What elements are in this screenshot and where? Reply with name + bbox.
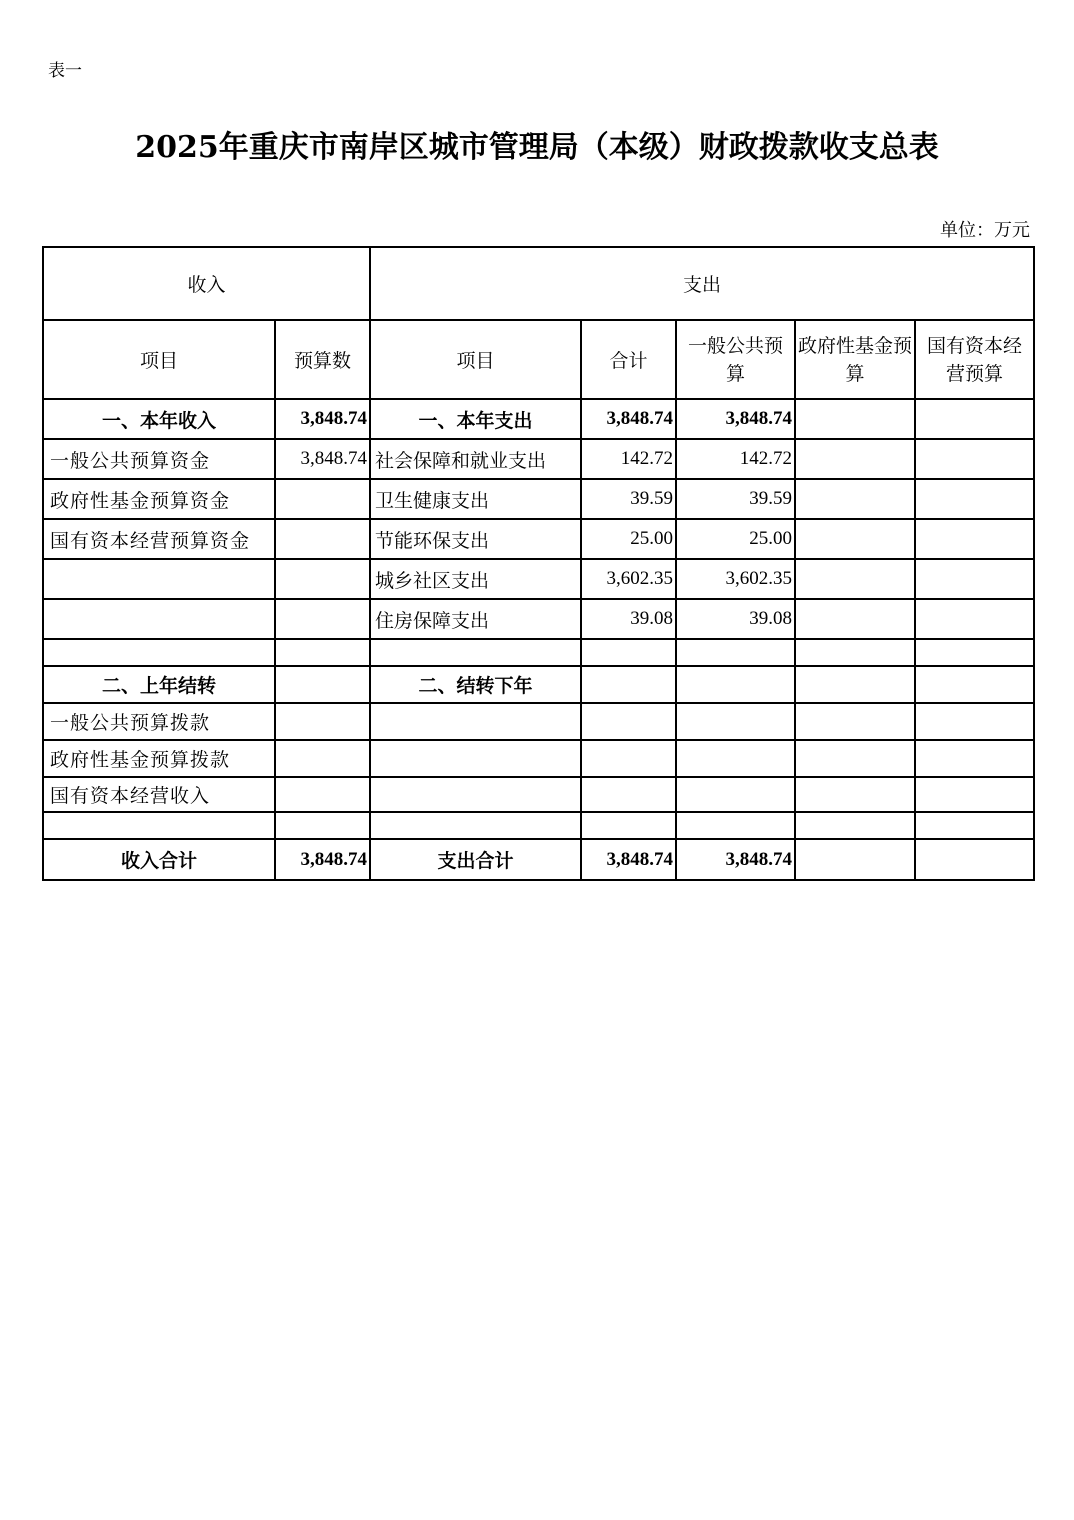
empty-cell	[915, 599, 1034, 639]
income-item-header: 项目	[43, 320, 275, 399]
empty-cell	[275, 777, 370, 812]
state-capital-budget-header: 国有资本经营预算	[915, 320, 1034, 399]
table-row	[43, 439, 1034, 479]
empty-cell	[915, 777, 1034, 812]
empty-cell	[795, 399, 915, 439]
empty-cell	[795, 439, 915, 479]
empty-cell	[795, 519, 915, 559]
expense-total-header: 合计	[581, 320, 676, 399]
empty-cell	[795, 703, 915, 740]
empty-cell	[43, 599, 275, 639]
empty-cell	[795, 740, 915, 777]
expense-header: 支出	[370, 247, 1034, 320]
expense-item-label: 节能环保支出	[370, 519, 581, 559]
empty-cell	[676, 812, 795, 839]
gov-fund-budget-header: 政府性基金预算	[795, 320, 915, 399]
income-item-value: 3,848.74	[275, 439, 370, 479]
empty-cell	[676, 666, 795, 703]
income-item-value	[275, 479, 370, 519]
empty-cell	[581, 703, 676, 740]
table-row	[43, 399, 1034, 439]
table-row	[43, 559, 1034, 599]
empty-cell	[915, 740, 1034, 777]
empty-cell	[795, 777, 915, 812]
expense-total-general: 3,848.74	[676, 839, 795, 880]
table-row	[43, 479, 1034, 519]
table-row	[43, 519, 1034, 559]
empty-cell	[370, 812, 581, 839]
empty-cell	[370, 777, 581, 812]
table-row-spacer	[43, 812, 1034, 839]
expense-item-label: 社会保障和就业支出	[370, 439, 581, 479]
empty-cell	[795, 479, 915, 519]
general-budget-header: 一般公共预算	[676, 320, 795, 399]
empty-cell	[915, 812, 1034, 839]
empty-cell	[676, 740, 795, 777]
expense-item-general: 25.00	[676, 519, 795, 559]
empty-cell	[275, 812, 370, 839]
empty-cell	[915, 559, 1034, 599]
expense-item-total: 3,602.35	[581, 559, 676, 599]
income-total-label: 收入合计	[43, 839, 275, 880]
empty-cell	[676, 777, 795, 812]
expense-item-general: 39.59	[676, 479, 795, 519]
income-header: 收入	[43, 247, 370, 320]
current-income-label: 一、本年收入	[43, 399, 275, 439]
expense-item-label: 城乡社区支出	[370, 559, 581, 599]
expense-item-label: 住房保障支出	[370, 599, 581, 639]
empty-cell	[581, 812, 676, 839]
table-row-spacer	[43, 639, 1034, 666]
expense-item-label: 卫生健康支出	[370, 479, 581, 519]
table-row-total	[43, 839, 1034, 880]
income-budget-header: 预算数	[275, 320, 370, 399]
expense-item-total: 39.08	[581, 599, 676, 639]
empty-cell	[370, 740, 581, 777]
empty-cell	[43, 559, 275, 599]
empty-cell	[795, 599, 915, 639]
page-title: 2025年重庆市南岸区城市管理局（本级）财政拨款收支总表	[135, 130, 939, 165]
table-row	[43, 666, 1034, 703]
unit-note: 单位：万元	[940, 220, 1030, 241]
table-row	[43, 740, 1034, 777]
empty-cell	[915, 639, 1034, 666]
empty-cell	[275, 740, 370, 777]
empty-cell	[581, 740, 676, 777]
empty-cell	[915, 519, 1034, 559]
current-expense-general: 3,848.74	[676, 399, 795, 439]
expense-item-header: 项目	[370, 320, 581, 399]
carry-item-label: 一般公共预算拨款	[43, 703, 275, 740]
carry-item-label: 政府性基金预算拨款	[43, 740, 275, 777]
fiscal-summary-table	[42, 246, 1035, 881]
income-item-label: 政府性基金预算资金	[43, 479, 275, 519]
expense-item-general: 3,602.35	[676, 559, 795, 599]
empty-cell	[275, 559, 370, 599]
empty-cell	[43, 812, 275, 839]
empty-cell	[915, 439, 1034, 479]
expense-total-value: 3,848.74	[581, 839, 676, 880]
expense-item-total: 39.59	[581, 479, 676, 519]
empty-cell	[795, 812, 915, 839]
empty-cell	[915, 839, 1034, 880]
income-item-label: 一般公共预算资金	[43, 439, 275, 479]
empty-cell	[581, 639, 676, 666]
table-row	[43, 599, 1034, 639]
empty-cell	[370, 703, 581, 740]
empty-cell	[275, 599, 370, 639]
empty-cell	[370, 639, 581, 666]
income-item-value	[275, 519, 370, 559]
empty-cell	[915, 479, 1034, 519]
current-income-value: 3,848.74	[275, 399, 370, 439]
expense-total-label: 支出合计	[370, 839, 581, 880]
current-expense-total: 3,848.74	[581, 399, 676, 439]
expense-item-general: 39.08	[676, 599, 795, 639]
empty-cell	[915, 703, 1034, 740]
header-row-2	[43, 320, 1034, 399]
income-total-value: 3,848.74	[275, 839, 370, 880]
empty-cell	[275, 703, 370, 740]
expense-item-total: 142.72	[581, 439, 676, 479]
empty-cell	[581, 777, 676, 812]
empty-cell	[43, 639, 275, 666]
empty-cell	[795, 559, 915, 599]
table-row	[43, 703, 1034, 740]
current-expense-label: 一、本年支出	[370, 399, 581, 439]
empty-cell	[795, 639, 915, 666]
empty-cell	[581, 666, 676, 703]
header-row-1	[43, 247, 1034, 320]
table-row	[43, 777, 1034, 812]
empty-cell	[275, 639, 370, 666]
empty-cell	[795, 839, 915, 880]
table-label: 表一	[48, 61, 82, 81]
income-item-label: 国有资本经营预算资金	[43, 519, 275, 559]
empty-cell	[915, 399, 1034, 439]
carry-next-label: 二、结转下年	[370, 666, 581, 703]
empty-cell	[795, 666, 915, 703]
carry-item-label: 国有资本经营收入	[43, 777, 275, 812]
empty-cell	[275, 666, 370, 703]
empty-cell	[676, 639, 795, 666]
expense-item-general: 142.72	[676, 439, 795, 479]
prior-carry-label: 二、上年结转	[43, 666, 275, 703]
expense-item-total: 25.00	[581, 519, 676, 559]
empty-cell	[676, 703, 795, 740]
empty-cell	[915, 666, 1034, 703]
